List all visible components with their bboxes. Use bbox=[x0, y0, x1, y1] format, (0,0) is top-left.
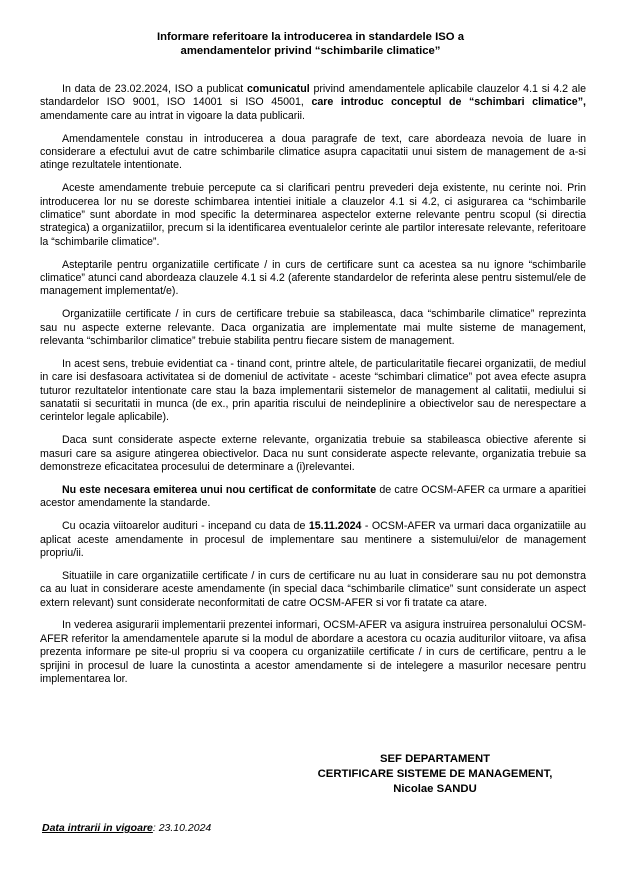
bold-date: 15.11.2024 bbox=[308, 520, 362, 533]
document-body bbox=[40, 83, 586, 696]
title-line-2: amendamentelor privind “schimbarile climatice” bbox=[180, 45, 441, 57]
bold-text: comunicatul bbox=[247, 83, 310, 95]
paragraph-text: In data de 23.02.2024, ISO a publicat bbox=[62, 83, 248, 95]
paragraph-nonconformities: Situatiile in care organizatiile certificate / in curs de certificare nu au luat in considerare sau nu pot demonstra ca au luat in considerare aceste amendamente (in special daca “schimbarile climatice” sunt considerate un aspect extern relevant) sunt considerate neconformitati de catre OCSM-AFER si vor fi tratate ca atare. bbox=[40, 569, 586, 609]
signature-line-1: SEF DEPARTAMENT bbox=[379, 753, 491, 765]
paragraph-text: privind amendamentele aplicabile clauzelor 4.1 si 4.2 ale standardelor ISO 9001, ISO 14001 si ISO 45001, bbox=[40, 83, 586, 109]
signature-name: Nicolae SANDU bbox=[393, 783, 477, 795]
effective-date bbox=[42, 822, 211, 834]
signature-line-2: CERTIFICARE SISTEME DE MANAGEMENT, bbox=[317, 768, 553, 780]
paragraph-implementation: In vederea asigurarii implementarii prezentei informari, OCSM-AFER va asigura instruirea personalului OCSM-AFER referitor la amendamentele aparute si la modul de abordare a acestora cu ocazia auditurilor viitoare, va afisa prezenta informare pe site-ul propriu si va coopera cu organizatiile certificate / in curs de certificare, pentru a le sprijini in procesul de luare la cunostinta a acestor amendamente si de intelegere a masurilor necesare pentru implementarea lor. bbox=[40, 619, 586, 685]
paragraph-amendments: Amendamentele constau in introducerea a doua paragrafe de text, care abordeaza nevoia de luare in considerare a efectului avut de catre schimbarile climatice asupra capacitatii unui sistem de management de a-si atinge rezultatele intentionate. bbox=[40, 132, 586, 172]
bold-text: care introduc conceptul de “schimbari climatice”, bbox=[311, 96, 586, 109]
title-line-1: Informare referitoare la introducerea in standardele ISO a bbox=[156, 31, 464, 43]
paragraph-text: amendamente care au intrat in vigoare la data publicarii. bbox=[40, 109, 305, 122]
effective-date-label: Data intrarii in vigoare bbox=[42, 822, 153, 834]
paragraph-text: Cu ocazia viitoarelor audituri - incepand cu data de bbox=[62, 520, 309, 533]
signature-block bbox=[250, 752, 620, 797]
paragraph-effects: In acest sens, trebuie evidentiat ca - tinand cont, printre altele, de particularitatile fiecarei organizatii, de mediul in care isi desfasoara activitatea si de domeniul de activitate - aceste “schimbari climatice” pot avea efecte asupra tuturor rezultatelor intentionate care stau la baza implementarii sistemelor de management al calitatii, mediului si sanatatii si securitatii in munca (de ex., prin aparitia riscului de neindeplinire a obiectivelor sau de nerespectare a cerintelor legale aplicabile). bbox=[40, 357, 586, 424]
paragraph-text: - OCSM-AFER va urmari daca organizatiile au aplicat aceste amendamente in procesul de implementare sau mentinere a sistemului/elor de management propriu/ii. bbox=[40, 520, 586, 559]
paragraph-audits bbox=[40, 520, 586, 560]
paragraph-objectives: Daca sunt considerate aspecte externe relevante, organizatia trebuie sa stabileasca obiective aferente si masuri care sa asigure atingerea obiectivelor. Daca nu sunt considerate aspecte relevante, organizatia trebuie sa demonstreze eficacitatea procesului de determinare a (i)relevantei. bbox=[40, 434, 586, 474]
paragraph-publication bbox=[40, 83, 586, 123]
paragraph-clarifications: Aceste amendamente trebuie percepute ca si clarificari pentru prevederi deja existente, nu cerinte noi. Prin introducerea lor nu se doreste schimbarea intentiei initiale a clauzelor 4.1 si 4.2, ci asigurarea ca “schimbarile climatice” sunt abordate in mod specific la determinarea aspectelor externe relevante pentru scopul (si directia strategica) a organizatiilor, precum si la identificarea eventualelor cerinte ale partilor interesate relevante, referitoare la “schimbarile climatice”. bbox=[40, 182, 586, 248]
effective-date-separator: : bbox=[152, 822, 156, 834]
paragraph-expectations: Asteptarile pentru organizatiile certificate / in curs de certificare sunt ca acestea sa nu ignore “schimbarile climatice” atunci cand abordeaza clauzele 4.1 si 4.2 (aferente standardelor de referinta alese pentru sistemul/ele de management implementat/e). bbox=[40, 258, 586, 298]
bold-text: Nu este necesara emiterea unui nou certificat de conformitate bbox=[62, 483, 377, 496]
paragraph-relevance: Organizatiile certificate / in curs de certificare trebuie sa stabileasca, daca “schimbarile climatice” reprezinta sau nu aspecte externe relevante. Daca organizatia are implementate mai multe sisteme de management, relevanta “schimbarilor climatice” trebuie stabilita pentru fiecare sistem de management. bbox=[40, 308, 586, 348]
effective-date-value: 23.10.2024 bbox=[155, 822, 212, 834]
paragraph-certificate bbox=[40, 484, 586, 511]
document-title bbox=[0, 30, 621, 58]
paragraph-text: de catre OCSM-AFER ca urmare a aparitiei acestor amendamente la standarde. bbox=[40, 483, 586, 510]
